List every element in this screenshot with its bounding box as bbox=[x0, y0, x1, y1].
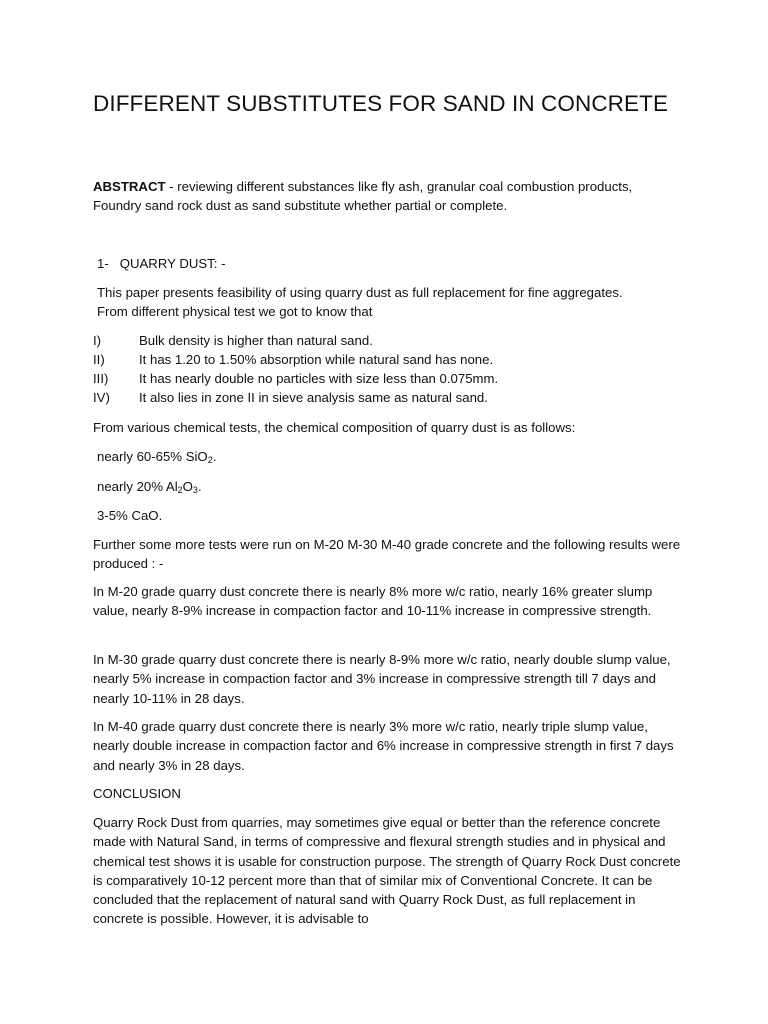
chemical-intro: From various chemical tests, the chemical composition of quarry dust is as follows: bbox=[93, 420, 576, 435]
list-item-text: It has nearly double no particles with size less than 0.075mm. bbox=[139, 371, 499, 386]
chem-silica-period: . bbox=[212, 449, 217, 464]
chem-alumina-mid: O bbox=[182, 479, 193, 494]
list-item-number: I) bbox=[93, 333, 102, 348]
list-item bbox=[93, 331, 373, 350]
abstract-text: - reviewing different substances like fly ash, granular coal combustion products, Foundry sand rock dust as sand substitute whether partial or complete. bbox=[93, 179, 633, 214]
chem-silica-text: nearly 60-65% SiO bbox=[97, 449, 208, 464]
section-heading: 1- QUARRY DUST: - bbox=[97, 256, 226, 271]
list-item-number: II) bbox=[93, 352, 105, 367]
m30-paragraph: In M-30 grade quarry dust concrete there is nearly 8-9% more w/c ratio, nearly double slump value, nearly 5% increase in compaction factor and 3% increase in compressive strength till 7 days and nearly 10-11% in 28 days. bbox=[93, 652, 671, 706]
list-item bbox=[93, 369, 498, 388]
chem-calcium: 3-5% CaO. bbox=[97, 508, 163, 523]
intro-line-1: This paper presents feasibility of using quarry dust as full replacement for fine aggregates. bbox=[97, 285, 623, 300]
list-item bbox=[93, 350, 493, 369]
further-tests-paragraph: Further some more tests were run on M-20 M-30 M-40 grade concrete and the following results were produced : - bbox=[93, 537, 681, 572]
abstract-paragraph bbox=[93, 177, 683, 216]
chem-alumina-text: nearly 20% Al bbox=[97, 479, 178, 494]
m40-paragraph: In M-40 grade quarry dust concrete there is nearly 3% more w/c ratio, nearly triple slump value, nearly double increase in compaction factor and 6% increase in compressive strength in first 7 days and nearly 3% in 28 days. bbox=[93, 719, 674, 773]
abstract-label: ABSTRACT bbox=[93, 179, 166, 194]
conclusion-heading: CONCLUSION bbox=[93, 786, 181, 801]
chem-alumina bbox=[97, 477, 687, 496]
conclusion-paragraph: Quarry Rock Dust from quarries, may sometimes give equal or better than the reference concrete made with Natural Sand, in terms of compressive and flexural strength studies and in physical and chemical test shows it is usable for construction purpose. The strength of Quarry Rock Dust concrete is comparatively 10-12 percent more than that of similar mix of Conventional Concrete. It can be concluded that the replacement of natural sand with Quarry Rock Dust, as full replacement in concrete is possible. However, it is advisable to bbox=[93, 815, 681, 927]
m20-paragraph: In M-20 grade quarry dust concrete there is nearly 8% more w/c ratio, nearly 16% greater slump value, nearly 8-9% increase in compaction factor and 10-11% increase in compressive strength. bbox=[93, 584, 653, 619]
chem-alumina-sub-2: 3 bbox=[192, 485, 198, 495]
list-item bbox=[93, 388, 488, 407]
list-item-text: It has 1.20 to 1.50% absorption while natural sand has none. bbox=[139, 352, 494, 367]
chem-alumina-period: . bbox=[197, 479, 202, 494]
list-item-number: IV) bbox=[93, 390, 110, 405]
list-item-number: III) bbox=[93, 371, 109, 386]
chem-alumina-sub-1: 2 bbox=[177, 485, 183, 495]
list-item-text: Bulk density is higher than natural sand. bbox=[139, 333, 373, 348]
chem-silica-sub: 2 bbox=[207, 455, 213, 465]
list-item-text: It also lies in zone II in sieve analysis same as natural sand. bbox=[139, 390, 488, 405]
intro-line-2: From different physical test we got to know that bbox=[97, 304, 373, 319]
page-title: DIFFERENT SUBSTITUTES FOR SAND IN CONCRETE bbox=[93, 91, 669, 116]
chem-silica bbox=[97, 447, 687, 466]
